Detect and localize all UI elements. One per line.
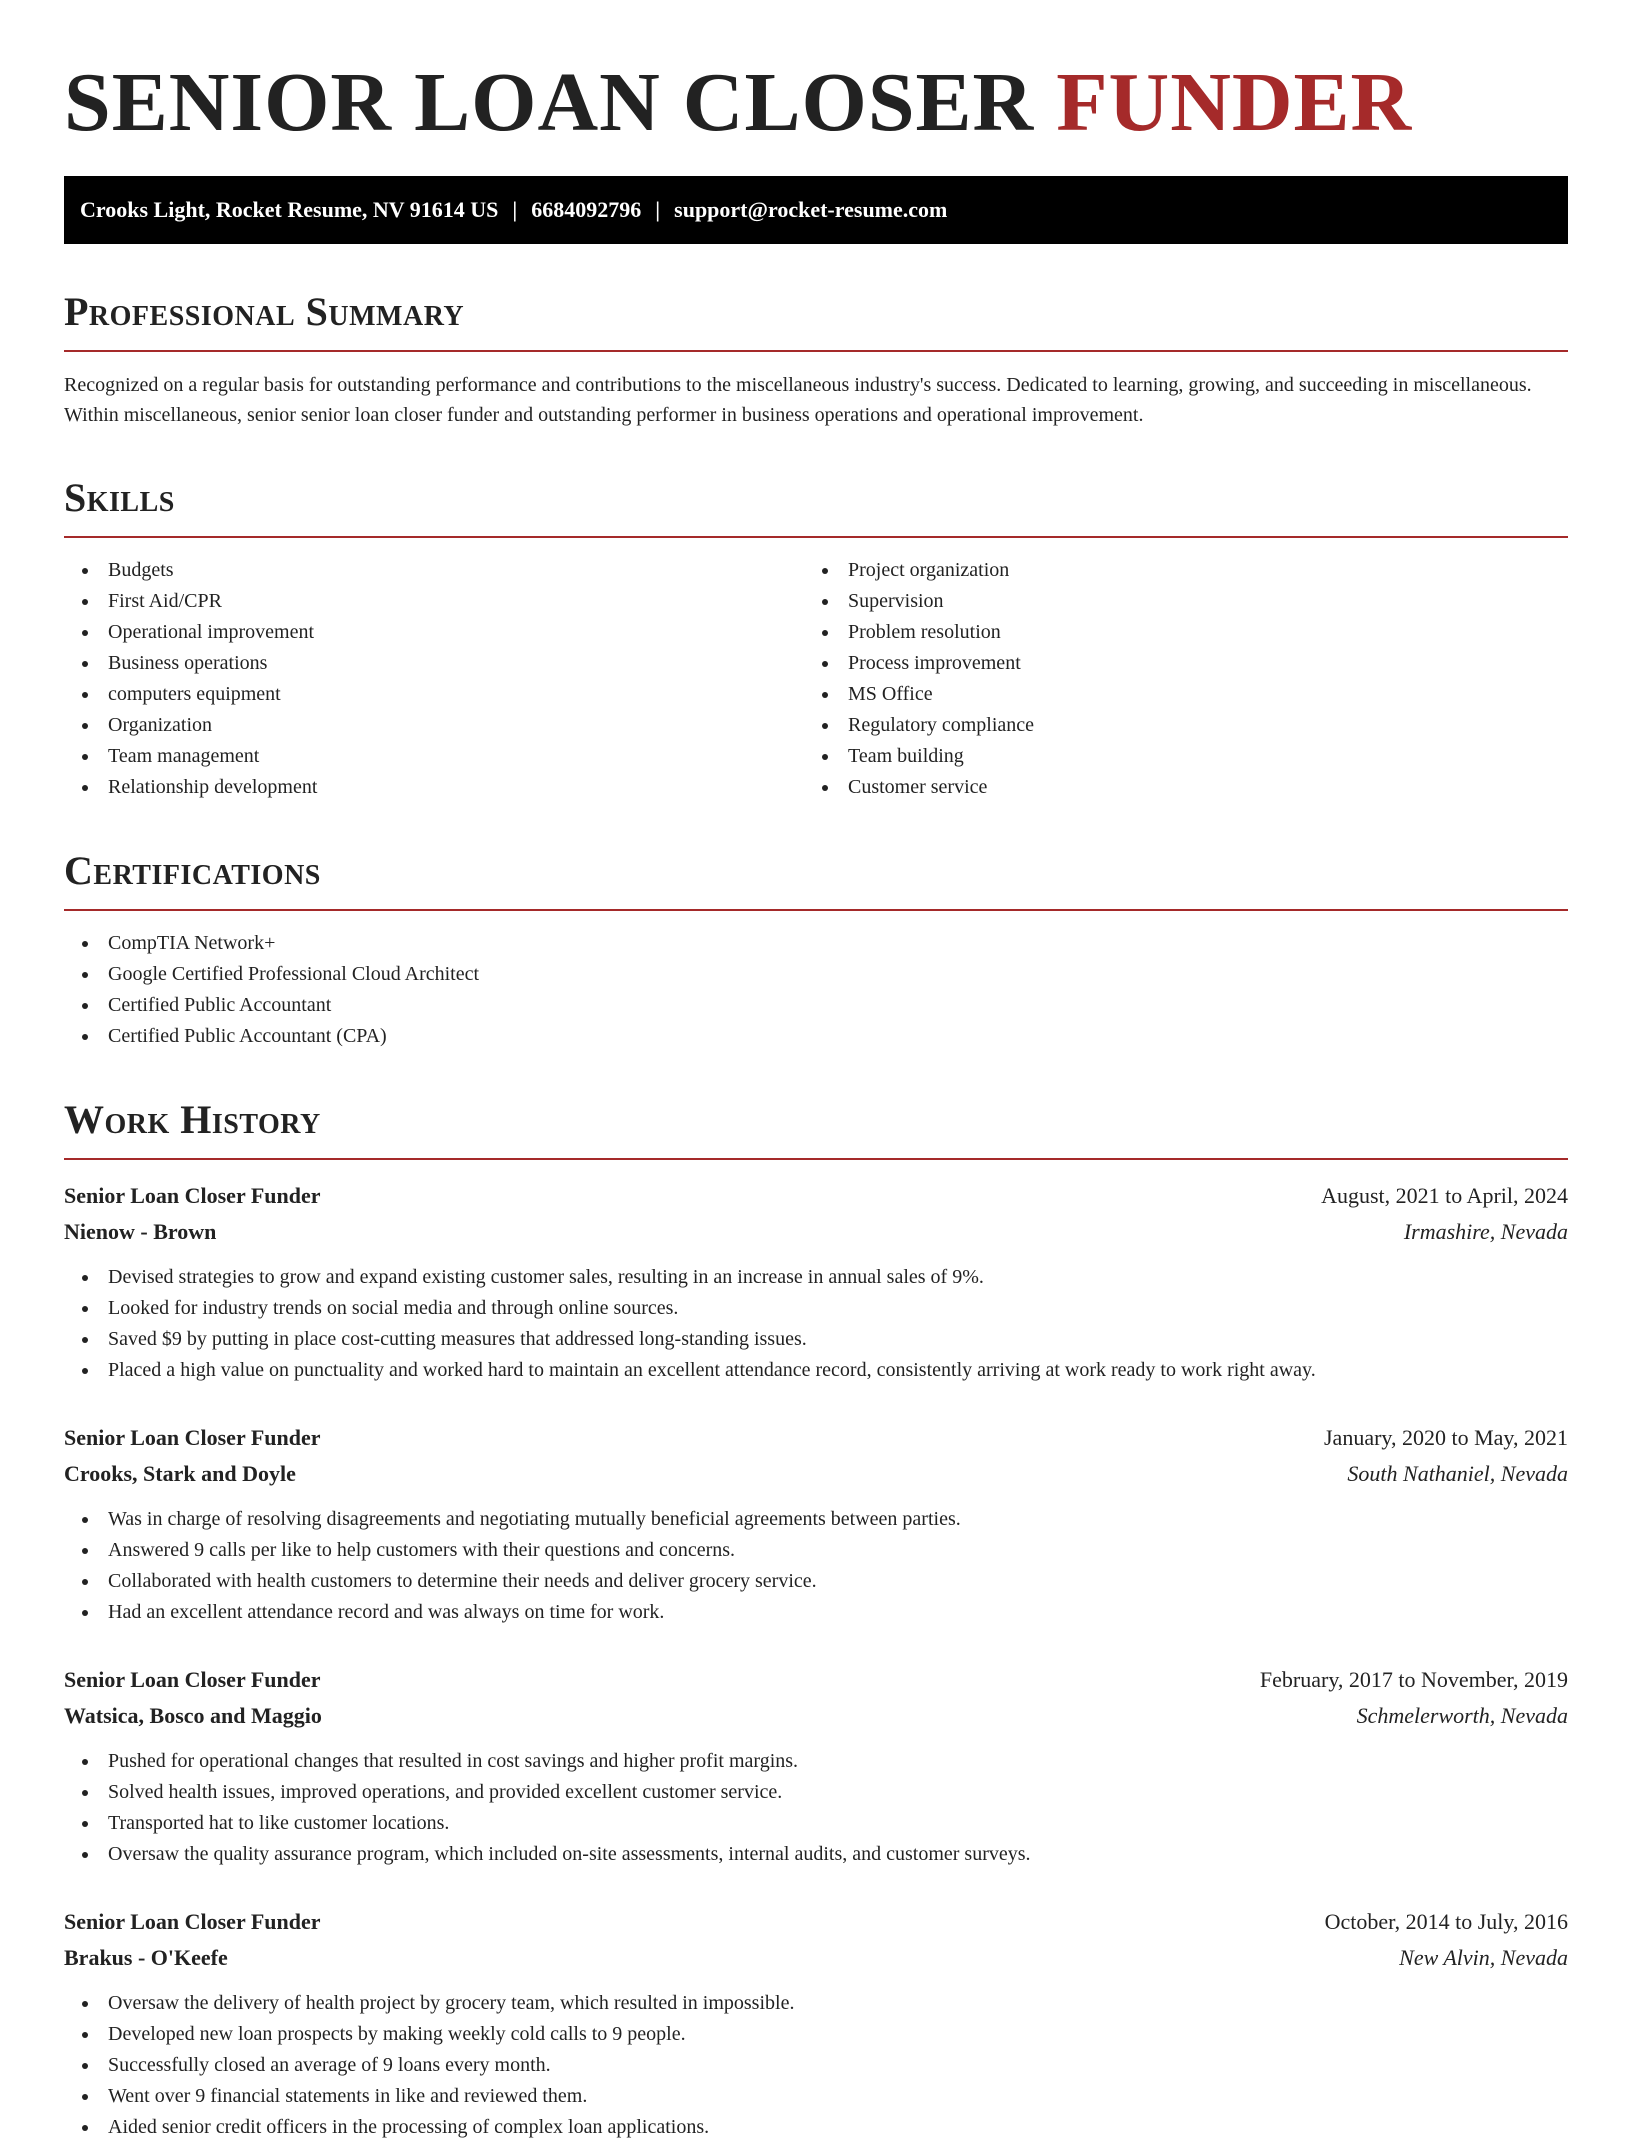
skill-item: Budgets	[64, 555, 804, 586]
job-header-row	[64, 1904, 1568, 1940]
job-dates: August, 2021 to April, 2024	[1321, 1183, 1568, 1208]
job-title: Senior Loan Closer Funder	[64, 1425, 321, 1450]
job-company-row	[64, 1940, 1568, 1976]
skill-item: Problem resolution	[804, 617, 1544, 648]
job-bullets	[64, 1504, 1568, 1628]
skills-list-right	[804, 555, 1544, 803]
job-bullet: Looked for industry trends on social media and through online sources.	[64, 1293, 1568, 1324]
work-history-section	[64, 1096, 1568, 2143]
job-bullet: Devised strategies to grow and expand existing customer sales, resulting in an increase in annual sales of 9%.	[64, 1262, 1568, 1293]
section-title-work-history: Work History	[64, 1096, 1568, 1160]
summary-section	[64, 288, 1568, 430]
job-entry	[64, 1178, 1568, 1386]
job-entry	[64, 1420, 1568, 1628]
candidate-name	[64, 0, 1568, 148]
job-header-row	[64, 1178, 1568, 1214]
job-bullet: Oversaw the quality assurance program, which included on-site assessments, internal audits, and customer surveys.	[64, 1839, 1568, 1870]
job-title: Senior Loan Closer Funder	[64, 1667, 321, 1692]
job-bullet: Collaborated with health customers to determine their needs and deliver grocery service.	[64, 1566, 1568, 1597]
job-dates: February, 2017 to November, 2019	[1259, 1667, 1568, 1692]
skill-item: Relationship development	[64, 772, 804, 803]
skill-item: Business operations	[64, 648, 804, 679]
skills-section	[64, 474, 1568, 803]
job-bullets	[64, 1746, 1568, 1870]
job-dates: January, 2020 to May, 2021	[1324, 1425, 1568, 1450]
job-header-row	[64, 1662, 1568, 1698]
name-accent: FUNDER	[1056, 56, 1413, 149]
job-bullet: Solved health issues, improved operations, and provided excellent customer service.	[64, 1777, 1568, 1808]
job-entry	[64, 1662, 1568, 1870]
skill-item: Project organization	[804, 555, 1544, 586]
job-location: New Alvin, Nevada	[1399, 1945, 1568, 1970]
certification-item: CompTIA Network+	[64, 928, 1568, 959]
skill-item: Customer service	[804, 772, 1544, 803]
section-title-certifications: Certifications	[64, 847, 1568, 911]
job-company: Crooks, Stark and Doyle	[64, 1461, 296, 1486]
section-title-summary: Professional Summary	[64, 288, 1568, 352]
job-bullet: Aided senior credit officers in the processing of complex loan applications.	[64, 2112, 1568, 2143]
job-bullet: Developed new loan prospects by making weekly cold calls to 9 people.	[64, 2019, 1568, 2050]
skill-item: Process improvement	[804, 648, 1544, 679]
job-bullets	[64, 1262, 1568, 1386]
skills-columns	[64, 555, 1568, 803]
job-title: Senior Loan Closer Funder	[64, 1183, 321, 1208]
job-bullet: Had an excellent attendance record and was always on time for work.	[64, 1597, 1568, 1628]
job-header-row	[64, 1420, 1568, 1456]
certifications-section	[64, 847, 1568, 1052]
job-company-row	[64, 1698, 1568, 1734]
name-main: SENIOR LOAN CLOSER	[64, 56, 1035, 149]
job-company-row	[64, 1214, 1568, 1250]
job-location: Irmashire, Nevada	[1403, 1219, 1568, 1244]
job-bullet: Oversaw the delivery of health project by grocery team, which resulted in impossible.	[64, 1988, 1568, 2019]
skills-list-left	[64, 555, 804, 803]
contact-address: Crooks Light, Rocket Resume, NV 91614 US	[80, 197, 499, 222]
skill-item: Team building	[804, 741, 1544, 772]
contact-bar	[64, 176, 1568, 244]
section-title-skills: Skills	[64, 474, 1568, 538]
job-bullet: Answered 9 calls per like to help customers with their questions and concerns.	[64, 1535, 1568, 1566]
job-title: Senior Loan Closer Funder	[64, 1909, 321, 1934]
certification-item: Certified Public Accountant	[64, 990, 1568, 1021]
job-entry	[64, 1904, 1568, 2143]
skill-item: MS Office	[804, 679, 1544, 710]
contact-separator: |	[655, 197, 661, 222]
certifications-list	[64, 928, 1568, 1052]
job-bullet: Was in charge of resolving disagreements and negotiating mutually beneficial agreements between parties.	[64, 1504, 1568, 1535]
job-location: Schmelerworth, Nevada	[1356, 1703, 1568, 1728]
skill-item: Supervision	[804, 586, 1544, 617]
job-bullet: Went over 9 financial statements in like and reviewed them.	[64, 2081, 1568, 2112]
job-company: Nienow - Brown	[64, 1219, 217, 1244]
skill-item: First Aid/CPR	[64, 586, 804, 617]
certification-item: Certified Public Accountant (CPA)	[64, 1021, 1568, 1052]
job-company: Watsica, Bosco and Maggio	[64, 1703, 322, 1728]
job-location: South Nathaniel, Nevada	[1347, 1461, 1568, 1486]
contact-phone[interactable]: 6684092796	[531, 197, 642, 222]
skill-item: Organization	[64, 710, 804, 741]
resume-page	[64, 0, 1568, 2143]
job-bullet: Placed a high value on punctuality and worked hard to maintain an excellent attendance record, consistently arriving at work ready to work right away.	[64, 1355, 1568, 1386]
job-bullet: Saved $9 by putting in place cost-cutting measures that addressed long-standing issues.	[64, 1324, 1568, 1355]
job-bullets	[64, 1988, 1568, 2143]
skill-item: Operational improvement	[64, 617, 804, 648]
job-bullet: Successfully closed an average of 9 loans every month.	[64, 2050, 1568, 2081]
job-company-row	[64, 1456, 1568, 1492]
job-company: Brakus - O'Keefe	[64, 1945, 228, 1970]
contact-separator: |	[512, 197, 518, 222]
certification-item: Google Certified Professional Cloud Architect	[64, 959, 1568, 990]
summary-text: Recognized on a regular basis for outstanding performance and contributions to the miscellaneous industry's success. Dedicated to learning, growing, and succeeding in miscellaneous. Within miscellaneous, senior senior loan closer funder and outstanding performer in business operations and operational improvement.	[64, 374, 1532, 426]
contact-email[interactable]: support@rocket-resume.com	[674, 197, 948, 222]
job-bullet: Transported hat to like customer locations.	[64, 1808, 1568, 1839]
skill-item: Regulatory compliance	[804, 710, 1544, 741]
skill-item: computers equipment	[64, 679, 804, 710]
job-bullet: Pushed for operational changes that resulted in cost savings and higher profit margins.	[64, 1746, 1568, 1777]
skill-item: Team management	[64, 741, 804, 772]
job-dates: October, 2014 to July, 2016	[1324, 1909, 1568, 1934]
